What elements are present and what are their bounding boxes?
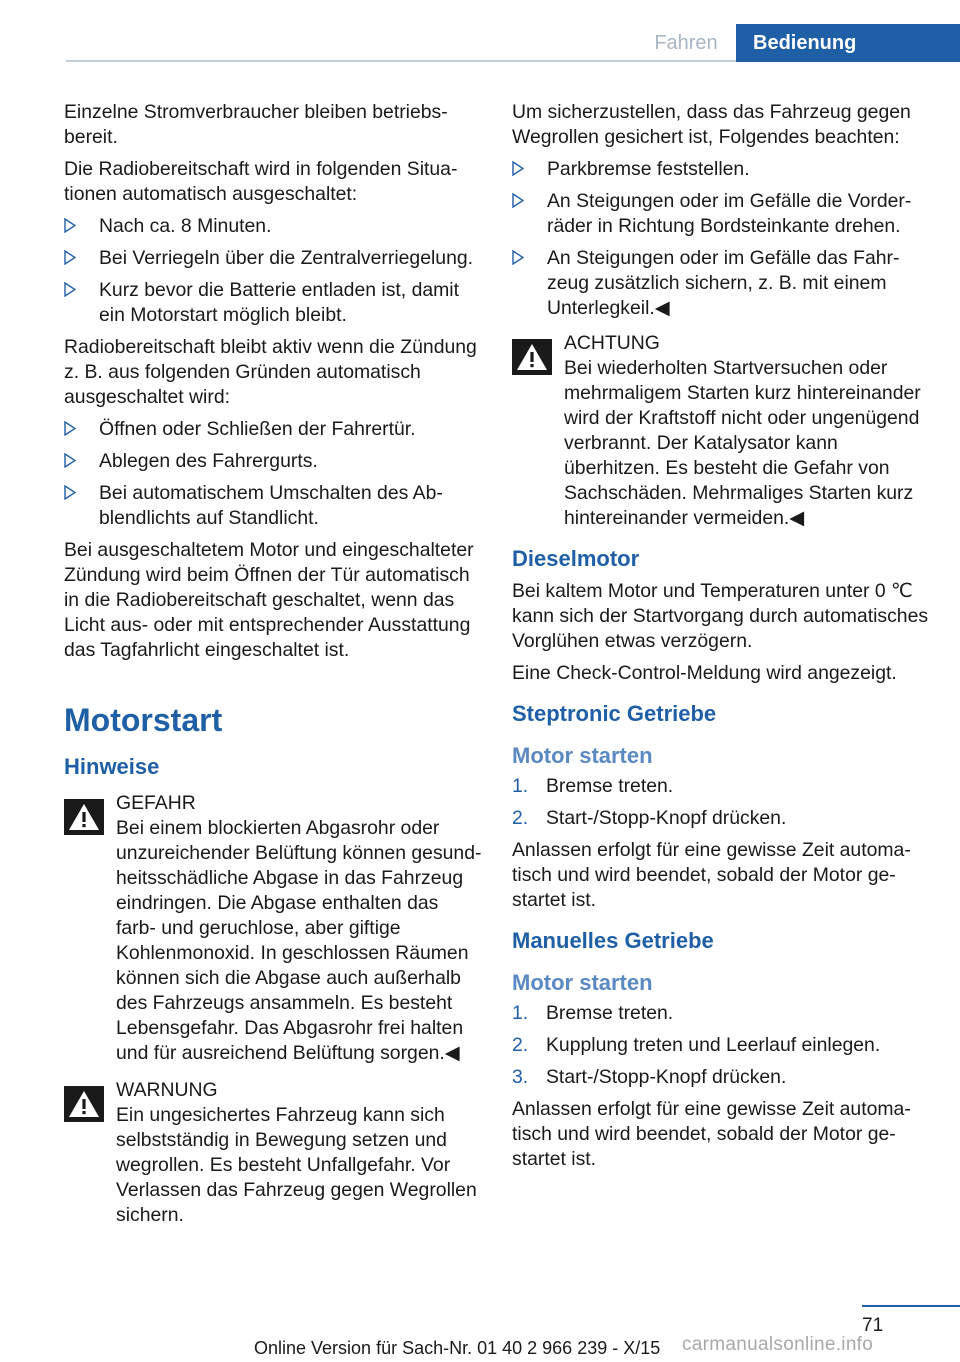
warning-title: ACHTUNG bbox=[564, 332, 660, 354]
triangle-right-outline-icon bbox=[64, 485, 76, 500]
warning-triangle-icon bbox=[512, 339, 552, 375]
list-item bbox=[512, 806, 932, 831]
list-item bbox=[512, 774, 932, 799]
warning-text-content: Bei wiederholten Startversuchen oder mehrmaligem Starten kurz hintereinander wird der Kraftstoff nicht oder ungenügend verbrannt. Der Katalysator kann überhitzen. Es besteht die Gefahr von Sachschäden. Mehrmaliges Starten kurz hintereinander vermeiden.◀ bbox=[564, 357, 921, 529]
warning-text bbox=[512, 356, 932, 531]
online-version-note: Online Version für Sach-Nr. 01 40 2 966 239 - X/15 bbox=[254, 1338, 661, 1358]
triangle-right-outline-icon bbox=[64, 250, 76, 265]
step-number: 1. bbox=[512, 1002, 529, 1024]
step-number: 1. bbox=[512, 775, 529, 797]
triangle-right-outline-icon bbox=[512, 161, 524, 176]
list-item bbox=[512, 157, 932, 182]
triangle-right-outline-icon bbox=[64, 453, 76, 468]
list-item-text: Kurz bevor die Batterie entladen ist, damit ein Motorstart möglich bleibt. bbox=[99, 279, 459, 326]
footer-rule bbox=[862, 1305, 960, 1307]
triangle-right-outline-icon bbox=[512, 193, 524, 208]
warning-block-warnung bbox=[64, 1078, 482, 1228]
warning-text-content: Ein ungesichertes Fahrzeug kann sich selbstständig in Bewegung setzen und wegrollen. Es besteht Unfallgefahr. Vor Verlassen das Fahrzeug gegen Wegrollen sichern. bbox=[116, 1104, 477, 1226]
triangle-right-outline-icon bbox=[512, 250, 524, 265]
list-item-text: Öffnen oder Schließen der Fahrertür. bbox=[99, 418, 416, 440]
paragraph: Eine Check-Control-Meldung wird angezeigt. bbox=[512, 662, 897, 684]
section-title-motorstart: Motorstart bbox=[64, 702, 223, 738]
list-item bbox=[512, 1065, 932, 1090]
triangle-right-outline-icon bbox=[64, 421, 76, 436]
paragraph: Einzelne Stromverbraucher bleiben betriebsbereit. bbox=[64, 101, 448, 148]
list-item-text: Bei Verriegeln über die Zentralverriegelung. bbox=[99, 247, 474, 269]
list-item-text: An Steigungen oder im Gefälle die Vorderräder in Richtung Bordsteinkante drehen. bbox=[547, 190, 912, 237]
list-item-text: Ablegen des Fahrergurts. bbox=[99, 450, 318, 472]
list-item bbox=[512, 1001, 932, 1026]
warning-block-gefahr bbox=[64, 791, 482, 1066]
warning-triangle-icon bbox=[64, 1086, 104, 1122]
right-column bbox=[512, 100, 932, 1179]
paragraph: Bei kaltem Motor und Temperaturen unter 0 ℃ kann sich der Startvorgang durch automatisches Vorglühen etwas verzögern. bbox=[512, 580, 929, 652]
paragraph: Anlassen erfolgt für eine gewisse Zeit automatisch und wird beendet, sobald der Motor gestartet ist. bbox=[512, 839, 911, 911]
tab-bedienung[interactable]: Bedienung bbox=[736, 24, 960, 62]
step-text: Kupplung treten und Leerlauf einlegen. bbox=[546, 1034, 881, 1056]
subsection-title-manuelles-getriebe: Manuelles Getriebe bbox=[512, 928, 714, 953]
page-number: 71 bbox=[862, 1315, 884, 1336]
paragraph: Die Radiobereitschaft wird in folgenden Situationen automatisch ausgeschaltet: bbox=[64, 158, 458, 205]
step-number: 2. bbox=[512, 1034, 529, 1056]
subsection-title-dieselmotor: Dieselmotor bbox=[512, 546, 640, 571]
tab-fahren[interactable]: Fahren bbox=[654, 32, 718, 54]
subsubsection-title-motor-starten: Motor starten bbox=[512, 970, 653, 995]
warning-title: GEFAHR bbox=[116, 792, 196, 814]
step-text: Bremse treten. bbox=[546, 1002, 674, 1024]
list-item-text: An Steigungen oder im Gefälle das Fahrzeug zusätzlich sichern, z. B. mit einem Unterlegkeil.◀ bbox=[547, 247, 900, 319]
warning-text bbox=[64, 816, 482, 1066]
warning-text bbox=[64, 1103, 482, 1228]
step-number: 2. bbox=[512, 807, 529, 829]
list-item bbox=[64, 481, 482, 531]
numbered-list bbox=[512, 1001, 932, 1090]
subsubsection-title-motor-starten: Motor starten bbox=[512, 743, 653, 768]
bullet-list bbox=[64, 214, 482, 328]
warning-title: WARNUNG bbox=[116, 1079, 218, 1101]
paragraph: Radiobereitschaft bleibt aktiv wenn die Zündung z. B. aus folgenden Gründen automatisch ausgeschaltet wird: bbox=[64, 336, 477, 408]
list-item bbox=[512, 246, 932, 321]
numbered-list bbox=[512, 774, 932, 831]
triangle-right-outline-icon bbox=[64, 282, 76, 297]
paragraph: Bei ausgeschaltetem Motor und eingeschalteter Zündung wird beim Öffnen der Tür automatisch in die Radiobereitschaft geschaltet, wenn das Licht aus- oder mit entsprechender Ausstattung das Tagfahrlicht eingeschaltet ist. bbox=[64, 539, 474, 661]
list-item bbox=[64, 278, 482, 328]
list-item bbox=[64, 214, 482, 239]
left-column bbox=[64, 100, 482, 1240]
list-item bbox=[512, 1033, 932, 1058]
list-item bbox=[64, 417, 482, 442]
paragraph: Um sicherzustellen, dass das Fahrzeug gegen Wegrollen gesichert ist, Folgendes beachten: bbox=[512, 101, 911, 148]
step-text: Start-/Stopp-Knopf drücken. bbox=[546, 807, 787, 829]
list-item-text: Parkbremse feststellen. bbox=[547, 158, 750, 180]
list-item bbox=[64, 246, 482, 271]
triangle-right-outline-icon bbox=[64, 218, 76, 233]
list-item bbox=[512, 189, 932, 239]
warning-block-achtung bbox=[512, 331, 932, 531]
bullet-list bbox=[64, 417, 482, 531]
step-text: Bremse treten. bbox=[546, 775, 674, 797]
list-item bbox=[64, 449, 482, 474]
paragraph: Anlassen erfolgt für eine gewisse Zeit automatisch und wird beendet, sobald der Motor gestartet ist. bbox=[512, 1098, 911, 1170]
watermark: carmanualsonline.info bbox=[682, 1334, 874, 1355]
warning-triangle-icon bbox=[64, 799, 104, 835]
subsection-title-hinweise: Hinweise bbox=[64, 754, 160, 779]
step-text: Start-/Stopp-Knopf drücken. bbox=[546, 1066, 787, 1088]
list-item-text: Bei automatischem Umschalten des Abblendlichts auf Standlicht. bbox=[99, 482, 443, 529]
warning-text-content: Bei einem blockierten Abgasrohr oder unzureichender Belüftung können gesundheitsschädliche Abgase in das Fahrzeug eindringen. Die Abgase enthalten das farb- und geruchlose, aber giftige Kohlenmonoxid. In geschlossen Räumen können sich die Abgase auch außerhalb des Fahrzeugs ansammeln. Es besteht Lebensgefahr. Das Abgasrohr frei halten und für ausreichend Belüftung sorgen.◀ bbox=[116, 817, 482, 1064]
step-number: 3. bbox=[512, 1066, 529, 1088]
subsection-title-steptronic: Steptronic Getriebe bbox=[512, 701, 717, 726]
bullet-list bbox=[512, 157, 932, 321]
list-item-text: Nach ca. 8 Minuten. bbox=[99, 215, 272, 237]
